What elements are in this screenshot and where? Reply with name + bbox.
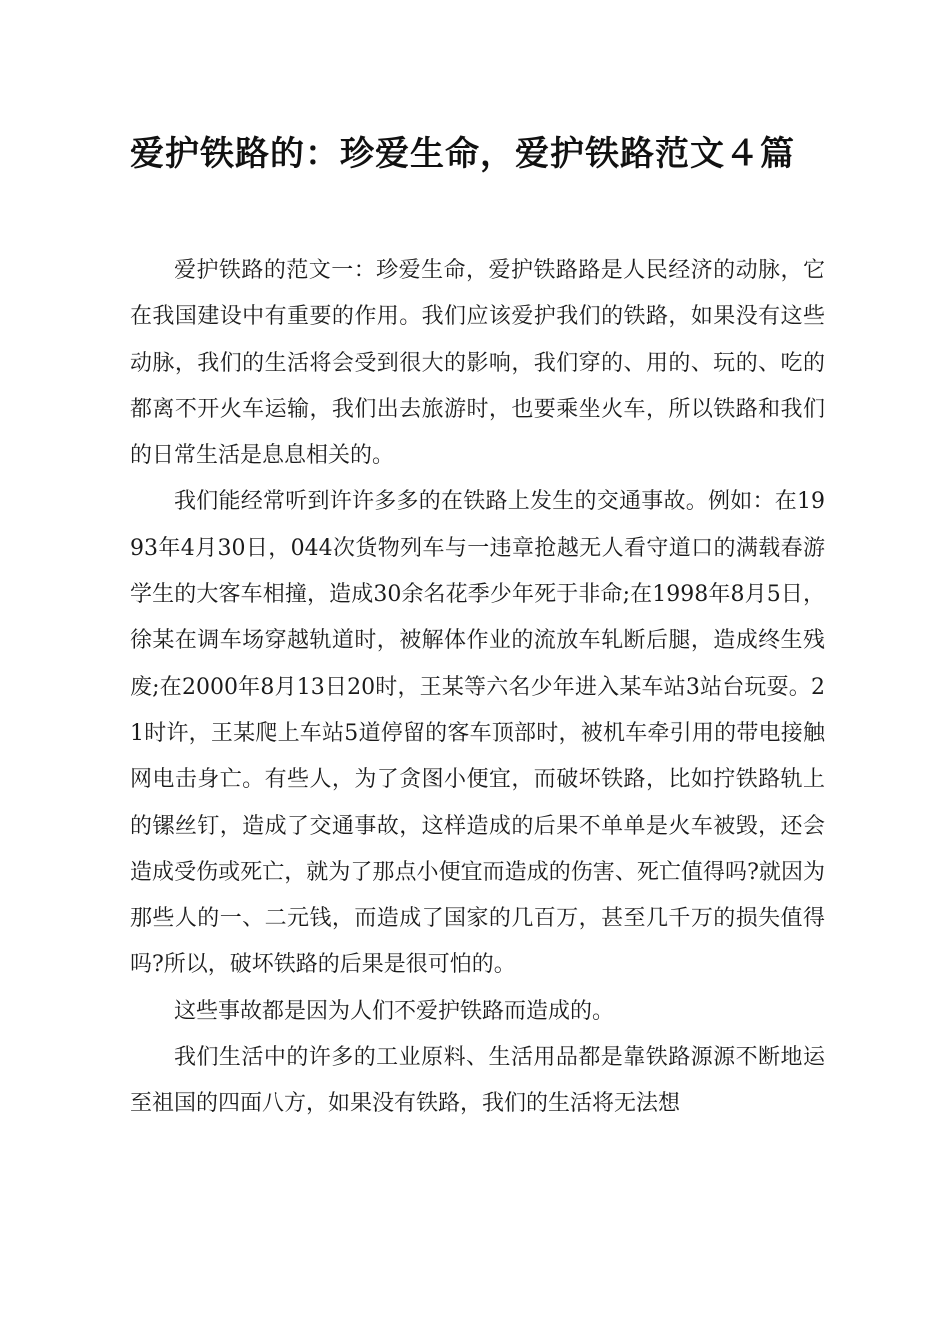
paragraph-3: 这些事故都是因为人们不爱护铁路而造成的。 [174, 998, 615, 1024]
paragraph-4: 我们生活中的许多的工业原料、生活用品都是靠铁路源源不断地运至祖国的四面八方，如果没有铁路，我们的生活将无法想 [130, 1045, 825, 1117]
document-body [130, 248, 825, 1128]
paragraph-1: 爱护铁路的范文一：珍爱生命，爱护铁路路是人民经济的动脉，它在我国建设中有重要的作用。我们应该爱护我们的铁路，如果没有这些动脉，我们的生活将会受到很大的影响，我们穿的、用的、玩的、吃的都离不开火车运输，我们出去旅游时，也要乘坐火车，所以铁路和我们的日常生活是息息相关的。 [130, 258, 825, 469]
paragraph-2: 我们能经常听到许许多多的在铁路上发生的交通事故。例如：在1993年4月30日，044次货物列车与一违章抢越无人看守道口的满载春游学生的大客车相撞，造成30余名花季少年死于非命;在1998年8月5日，徐某在调车场穿越轨道时，被解体作业的流放车轧断后腿，造成终生残废;在2000年8月13日20时，王某等六名少年进入某车站3站台玩耍。21时许，王某爬上车站5道停留的客车顶部时，被机车牵引用的带电接触网电击身亡。有些人，为了贪图小便宜，而破坏铁路，比如拧铁路轨上的镙丝钉，造成了交通事故，这样造成的后果不单单是火车被毁，还会造成受伤或死亡，就为了那点小便宜而造成的伤害、死亡值得吗?就因为那些人的一、二元钱，而造成了国家的几百万，甚至几千万的损失值得吗?所以，破坏铁路的后果是很可怕的。 [130, 489, 825, 978]
document-title: 爱护铁路的：珍爱生命，爱护铁路范文４篇 [130, 134, 795, 174]
